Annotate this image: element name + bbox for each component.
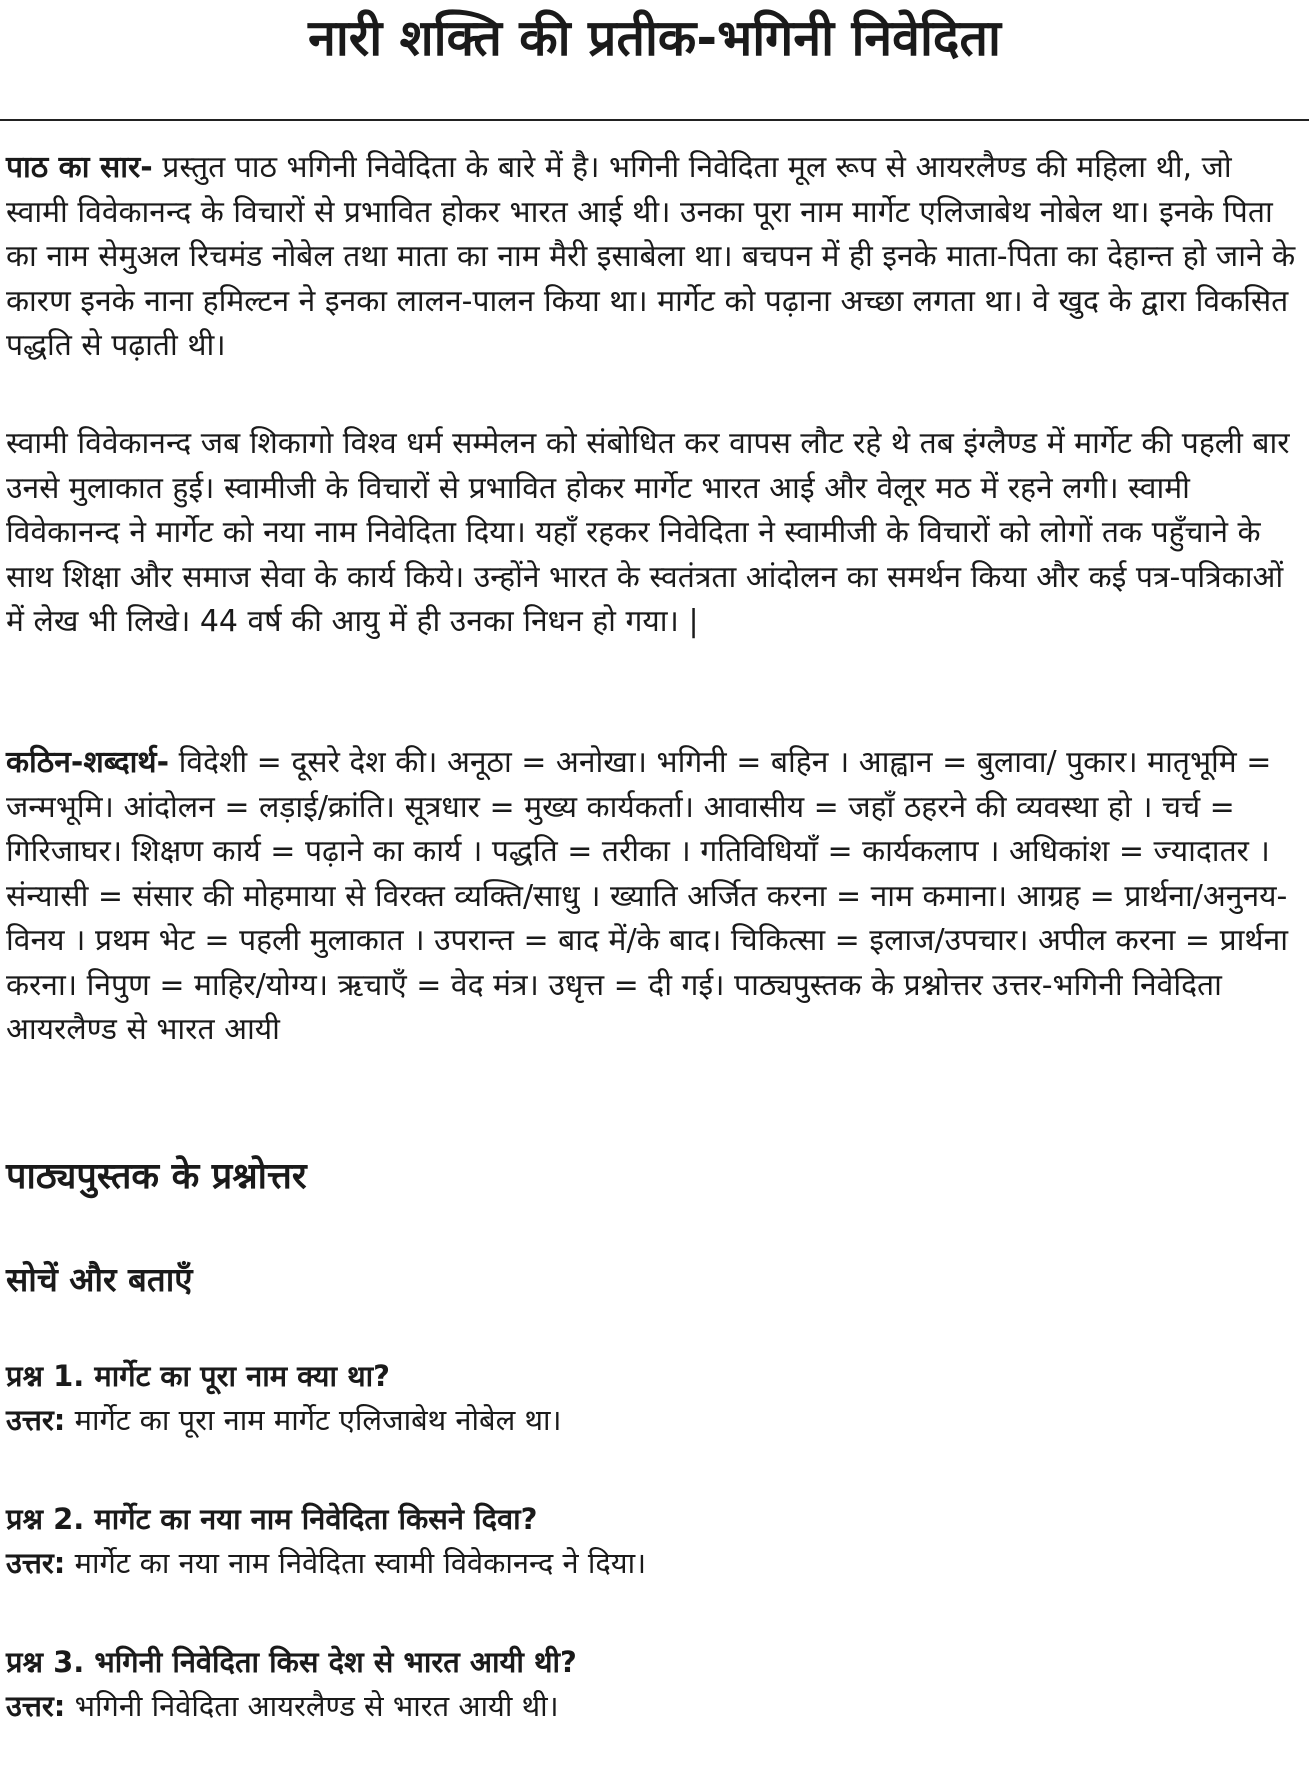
question-block-1 [6,1354,1302,1442]
summary-paragraph-2 [6,422,1302,645]
summary-paragraph-1 [6,146,1302,369]
answer-3: भगिनी निवेदिता आयरलैण्ड से भारत आयी थी। [65,1689,559,1723]
sub-heading: सोचें और बताएँ [6,1260,193,1299]
summary-text-1: प्रस्तुत पाठ भगिनी निवेदिता के बारे में है। भगिनी निवेदिता मूल रूप से आयरलैण्ड की महिला थी, जो स्वामी विवेकानन्द के विचारों से प्रभावित होकर भारत आई थी। उनका पूरा नाम मार्गेट एलिजाबेथ नोबेल था। इनके पिता का नाम सेमुअल रिचमंड नोबेल तथा माता का नाम मैरी इसाबेला था। बचपन में ही इनके माता-पिता का देहान्त हो जाने के कारण इनके नाना हमिल्टन ने इनका लालन-पालन किया था। मार्गेट को पढ़ाना अच्छा लगता था। वे खुद के द्वारा विकसित पद्धति से पढ़ाती थी। [6,150,1296,363]
question-block-3 [6,1640,1302,1728]
answer-1: मार्गेट का पूरा नाम मार्गेट एलिजाबेथ नोबेल था। [65,1403,562,1437]
question-3: प्रश्न 3. भगिनी निवेदिता किस देश से भारत आयी थी? [6,1645,577,1679]
glossary-text: विदेशी = दूसरे देश की। अनूठा = अनोखा। भगिनी = बहिन । आह्वान = बुलावा/ पुकार। मातृभूमि = जन्मभूमि। आंदोलन = लड़ाई/क्रांति। सूत्रधार = मुख्य कार्यकर्ता। आवासीय = जहाँ ठहरने की व्यवस्था हो । चर्च = गिरिजाघर। शिक्षण कार्य = पढ़ाने का कार्य । पद्धति = तरीका । गतिविधियाँ = कार्यकलाप । अधिकांश = ज्यादातर । संन्यासी = संसार की मोहमाया से विरक्त व्यक्ति/साधु । ख्याति अर्जित करना = नाम कमाना। आग्रह = प्रार्थना/अनुनय-विनय । प्रथम भेट = पहली मुलाकात । उपरान्त = बाद में/के बाद। चिकित्सा = इलाज/उपचार। अपील करना = प्रार्थना करना। निपुण = माहिर/योग्य। ऋचाएँ = वेद मंत्र। उधृत्त = दी गई। पाठ्यपुस्तक के प्रश्नोत्तर उत्तर-भगिनी निवेदिता आयरलैण्ड से भारत आयी [6,745,1289,1047]
page-title: नारी शक्ति की प्रतीक-भगिनी निवेदिता [308,9,1001,67]
answer-label-2: उत्तर: [6,1546,66,1580]
answer-label-1: उत्तर: [6,1403,66,1437]
answer-2: मार्गेट का नया नाम निवेदिता स्वामी विवेकानन्द ने दिया। [65,1546,647,1580]
section-heading: पाठ्यपुस्तक के प्रश्नोत्तर [6,1156,307,1197]
question-2: प्रश्न 2. मार्गेट का नया नाम निवेदिता किसने दिवा? [6,1502,538,1536]
glossary-label: कठिन-शब्दार्थ- [6,745,170,780]
summary-label: पाठ का सार- [6,150,153,185]
answer-label-3: उत्तर: [6,1689,66,1723]
question-block-2 [6,1497,1302,1585]
summary-text-2: स्वामी विवेकानन्द जब शिकागो विश्व धर्म सम्मेलन को संबोधित कर वापस लौट रहे थे तब इंग्लैण्ड में मार्गेट की पहली बार उनसे मुलाकात हुई। स्वामीजी के विचारों से प्रभावित होकर मार्गेट भारत आई और वेलूर मठ में रहने लगी। स्वामी विवेकानन्द ने मार्गेट को नया नाम निवेदिता दिया। यहाँ रहकर निवेदिता ने स्वामीजी के विचारों को लोगों तक पहुँचाने के साथ शिक्षा और समाज सेवा के कार्य किये। उन्होंने भारत के स्वतंत्रता आंदोलन का समर्थन किया और कई पत्र-पत्रिकाओं में लेख भी लिखे। 44 वर्ष की आयु में ही उनका निधन हो गया। | [6,426,1290,639]
glossary-paragraph [6,741,1302,1053]
question-1: प्रश्न 1. मार्गेट का पूरा नाम क्या था? [6,1359,390,1393]
title-divider [0,119,1309,121]
